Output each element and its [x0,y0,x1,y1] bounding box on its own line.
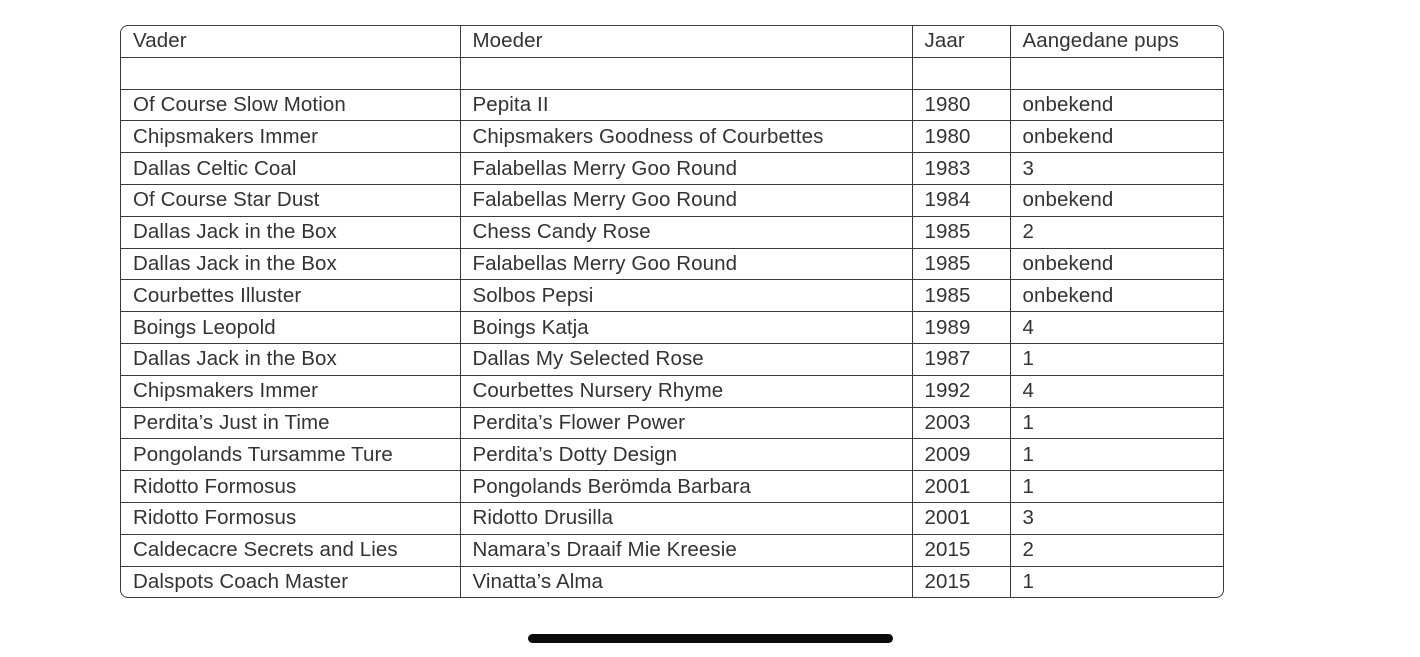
table-row [121,375,1223,407]
cell-jaar: 1985 [912,248,1010,280]
cell-aangedane-pups: 1 [1010,439,1223,471]
table-row [121,566,1223,597]
table-row [121,502,1223,534]
cell-moeder: Perdita’s Flower Power [460,407,912,439]
cell-vader: Courbettes Illuster [121,280,460,312]
cell-aangedane-pups: 3 [1010,153,1223,185]
cell-vader: Of Course Slow Motion [121,89,460,121]
cell-aangedane-pups: 1 [1010,343,1223,375]
cell-vader: Perdita’s Just in Time [121,407,460,439]
cell-moeder: Pepita II [460,89,912,121]
table-row [121,534,1223,566]
cell-vader: Boings Leopold [121,312,460,344]
table-row [121,184,1223,216]
column-header-vader: Vader [133,29,187,53]
cell-vader: Ridotto Formosus [121,471,460,503]
cell-jaar: 2003 [912,407,1010,439]
cell-aangedane-pups: 2 [1010,534,1223,566]
table-row [121,89,1223,121]
cell-aangedane-pups: 1 [1010,566,1223,597]
cell-vader: Dallas Celtic Coal [121,153,460,185]
table-row [121,471,1223,503]
cell-jaar: 1989 [912,312,1010,344]
cell-moeder: Solbos Pepsi [460,280,912,312]
column-header-jaar: Jaar [912,26,1010,57]
column-header-moeder: Moeder [460,26,912,57]
home-indicator[interactable] [528,634,893,643]
cell-aangedane-pups: onbekend [1010,184,1223,216]
cell-jaar: 1980 [912,89,1010,121]
cell-jaar: 2015 [912,534,1010,566]
cell-moeder [460,57,912,89]
cell-moeder: Namara’s Draaif Mie Kreesie [460,534,912,566]
cell-jaar: 1992 [912,375,1010,407]
cell-jaar: 1985 [912,280,1010,312]
cell-moeder: Pongolands Berömda Barbara [460,471,912,503]
cell-moeder: Chess Candy Rose [460,216,912,248]
cell-vader: Chipsmakers Immer [121,375,460,407]
cell-aangedane-pups: 3 [1010,502,1223,534]
table-row [121,248,1223,280]
cell-vader: Pongolands Tursamme Ture [121,439,460,471]
cell-aangedane-pups: onbekend [1010,89,1223,121]
cell-jaar: 1983 [912,153,1010,185]
cell-vader: Dallas Jack in the Box [121,216,460,248]
cell-jaar: 2009 [912,439,1010,471]
cell-aangedane-pups: 1 [1010,407,1223,439]
cell-aangedane-pups: onbekend [1010,280,1223,312]
table-row [121,439,1223,471]
cell-jaar: 1984 [912,184,1010,216]
cell-moeder: Chipsmakers Goodness of Courbettes [460,121,912,153]
cell-aangedane-pups: 4 [1010,375,1223,407]
cell-moeder: Perdita’s Dotty Design [460,439,912,471]
cell-moeder: Courbettes Nursery Rhyme [460,375,912,407]
cell-moeder: Boings Katja [460,312,912,344]
table [121,26,1223,597]
cell-vader: Ridotto Formosus [121,502,460,534]
cell-vader: Caldecacre Secrets and Lies [121,534,460,566]
cell-aangedane-pups: 2 [1010,216,1223,248]
cell-vader: Of Course Star Dust [121,184,460,216]
cell-moeder: Ridotto Drusilla [460,502,912,534]
cell-moeder: Falabellas Merry Goo Round [460,184,912,216]
cell-vader: Dallas Jack in the Box [121,343,460,375]
cell-vader [121,57,460,89]
table-row [121,216,1223,248]
table-row [121,343,1223,375]
cell-aangedane-pups: onbekend [1010,121,1223,153]
cell-vader: Chipsmakers Immer [121,121,460,153]
cell-aangedane-pups [1010,57,1223,89]
column-header-aangedane-pups: Aangedane pups [1010,26,1223,57]
cell-jaar: 2001 [912,502,1010,534]
cell-jaar: 2015 [912,566,1010,597]
cell-jaar [912,57,1010,89]
table-row [121,407,1223,439]
cell-moeder: Dallas My Selected Rose [460,343,912,375]
cell-jaar: 2001 [912,471,1010,503]
cell-aangedane-pups: 1 [1010,471,1223,503]
cell-moeder: Falabellas Merry Goo Round [460,153,912,185]
table-row [121,121,1223,153]
cell-jaar: 1985 [912,216,1010,248]
cell-jaar: 1987 [912,343,1010,375]
table-row [121,153,1223,185]
table-row [121,312,1223,344]
header-row [121,26,1223,57]
cell-vader: Dallas Jack in the Box [121,248,460,280]
table-body [121,57,1223,597]
cell-moeder: Vinatta’s Alma [460,566,912,597]
cell-jaar: 1980 [912,121,1010,153]
table-row [121,57,1223,89]
breeding-table [120,25,1224,598]
table-row [121,280,1223,312]
cell-aangedane-pups: 4 [1010,312,1223,344]
cell-aangedane-pups: onbekend [1010,248,1223,280]
cell-vader: Dalspots Coach Master [121,566,460,597]
cell-moeder: Falabellas Merry Goo Round [460,248,912,280]
